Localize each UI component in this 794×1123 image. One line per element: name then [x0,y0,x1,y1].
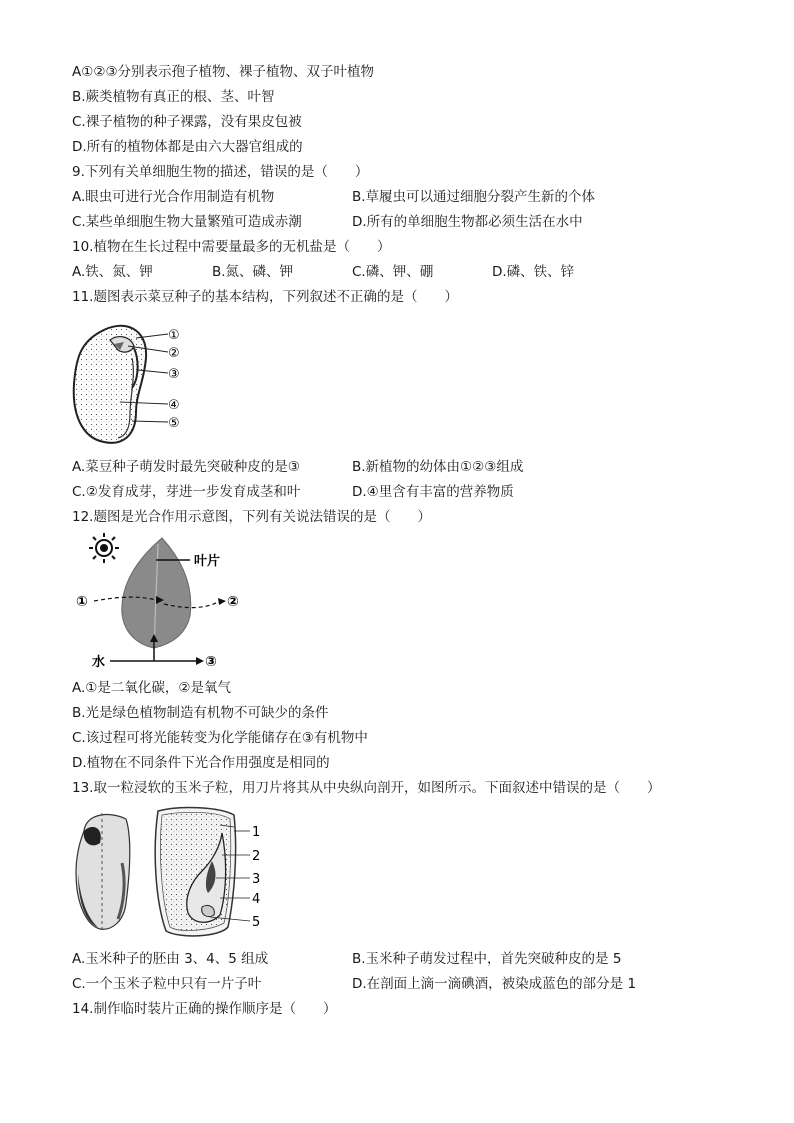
corn-label-3: 3 [252,872,261,887]
q9-option-c: C.某些单细胞生物大量繁殖可造成赤潮 [72,214,302,230]
bean-label-4: ④ [168,398,180,413]
bean-seed-figure [70,318,190,448]
corn-label-4: 4 [252,892,261,907]
co2-input-label: ① [76,594,88,610]
q12-option-c: C.该过程可将光能转变为化学能储存在③有机物中 [72,730,368,746]
q12-stem: 12.题图是光合作用示意图，下列有关说法错误的是（ ） [72,509,431,525]
q14-stem: 14.制作临时装片正确的操作顺序是（ ） [72,1001,337,1017]
q10-option-b: B.氮、磷、钾 [212,264,294,280]
leaf-label: 叶片 [194,554,221,569]
q13-option-b: B.玉米种子萌发过程中，首先突破种皮的是 5 [352,951,622,967]
bean-label-2: ② [168,346,180,361]
corn-label-1: 1 [252,825,261,840]
q13-option-a: A.玉米种子的胚由 3、4、5 组成 [72,951,269,967]
q10-stem: 10.植物在生长过程中需要量最多的无机盐是（ ） [72,239,391,255]
q10-option-c: C.磷、钾、硼 [352,264,434,280]
q13-stem: 13.取一粒浸软的玉米子粒，用刀片将其从中央纵向剖开，如图所示。下面叙述中错误的是（ ） [72,780,661,796]
q11-option-d: D.④里含有丰富的营养物质 [352,484,514,500]
corn-label-5: 5 [252,915,261,930]
bean-label-5: ⑤ [168,416,180,431]
bean-label-3: ③ [168,367,180,382]
q8-option-c: C.裸子植物的种子裸露，没有果皮包被 [72,114,302,130]
o2-output-label: ② [227,594,239,610]
water-label: 水 [92,655,106,670]
sun-icon [89,533,119,563]
product-label: ③ [205,654,217,670]
q10-option-d: D.磷、铁、锌 [492,264,575,280]
corn-label-2: 2 [252,849,261,864]
q11-option-c: C.②发育成芽，芽进一步发育成茎和叶 [72,484,301,500]
q9-stem: 9.下列有关单细胞生物的描述，错误的是（ ） [72,164,369,180]
corn-kernel-section [155,808,250,936]
q11-option-b: B.新植物的幼体由①②③组成 [352,459,524,475]
q8-option-b: B.蕨类植物有真正的根、茎、叶智 [72,89,275,105]
photosynthesis-figure [70,530,330,678]
q9-option-d: D.所有的单细胞生物都必须生活在水中 [352,214,583,230]
corn-kernel-whole [76,813,130,931]
q9-option-b: B.草履虫可以通过细胞分裂产生新的个体 [352,189,596,205]
q10-option-a: A.铁、氮、钾 [72,264,153,280]
q9-option-a: A.眼虫可进行光合作用制造有机物 [72,189,275,205]
q12-option-d: D.植物在不同条件下光合作用强度是相同的 [72,755,330,771]
bean-label-1: ① [168,328,180,343]
corn-seed-figure [70,803,270,943]
q12-option-a: A.①是二氧化碳，②是氧气 [72,680,231,696]
q12-option-b: B.光是绿色植物制造有机物不可缺少的条件 [72,705,329,721]
q8-option-a: A①②③分别表示孢子植物、裸子植物、双子叶植物 [72,64,375,80]
q8-option-d: D.所有的植物体都是由六大器官组成的 [72,139,303,155]
q13-option-c: C.一个玉米子粒中只有一片子叶 [72,976,262,992]
q13-option-d: D.在剖面上滴一滴碘酒，被染成蓝色的部分是 1 [352,976,637,992]
q11-option-a: A.菜豆种子萌发时最先突破种皮的是③ [72,459,300,475]
q11-stem: 11.题图表示菜豆种子的基本结构，下列叙述不正确的是（ ） [72,289,458,305]
